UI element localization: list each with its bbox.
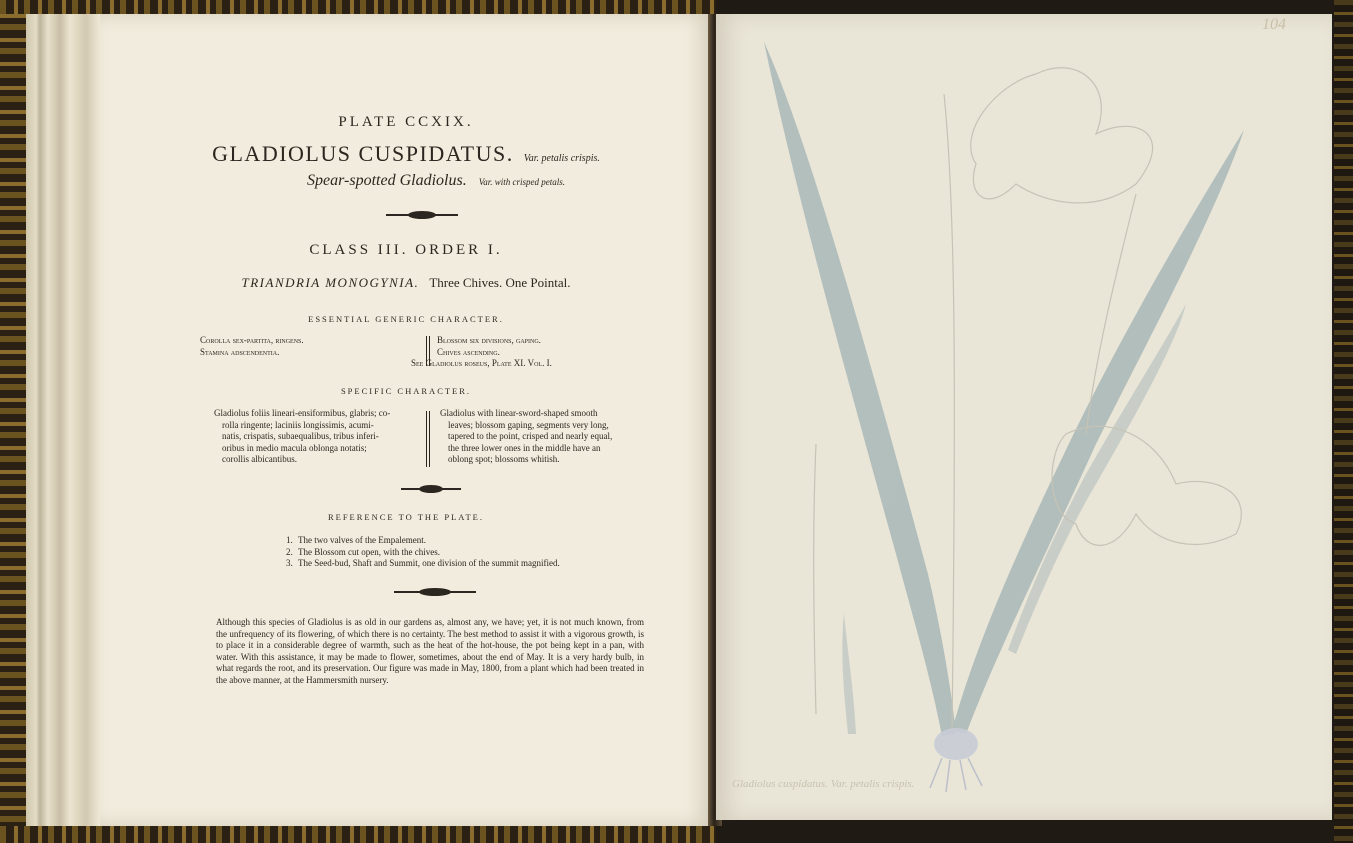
specific-latin-line: Gladiolus foliis lineari-ensiformibus, glabris; co- — [214, 408, 391, 418]
reference-item: 3. The Seed-bud, Shaft and Summit, one division of the summit magnified. — [286, 558, 560, 568]
specific-english-line: oblong spot; blossoms whitish. — [448, 454, 560, 464]
reference-list — [286, 535, 560, 570]
plate-caption: Gladiolus cuspidatus. Var. petalis crispis. — [732, 778, 915, 790]
generic-character-heading: ESSENTIAL GENERIC CHARACTER. — [308, 314, 504, 324]
flower — [971, 68, 1153, 203]
ornamental-rule — [401, 488, 461, 490]
specific-english — [440, 408, 646, 466]
column-divider — [429, 411, 430, 467]
plate-title — [100, 141, 712, 167]
specific-latin-line: natis, crispatis, subaequalibus, tribus inferi- — [222, 431, 379, 441]
system-name: TRIANDRIA MONOGYNIA. — [241, 275, 420, 290]
specific-latin-line: rolla ringente; laciniis longissimis, acumi- — [222, 419, 374, 430]
gilt-border-top — [0, 0, 716, 14]
seed-pod — [814, 444, 816, 714]
ornamental-rule — [394, 591, 476, 593]
class-order: CLASS III. ORDER I. — [309, 242, 503, 258]
plate-number: PLATE CCXIX. — [338, 114, 474, 130]
specific-english-line: tapered to the point, crisped and nearly equal, — [448, 431, 613, 441]
generic-english — [411, 335, 552, 370]
body-paragraph: Although this species of Gladiolus is as old in our gardens as, almost any, we have; yet, it is not much known, from the unfrequency of its flowering, of which there is no certainty. The best method to assist it with a vigorous growth, is to place it in a considerable degree of warmth, such as the heat of the hot-house, the pot being kept in a pan, with water. With this assistance, it may be made to flower, sometimes, about the end of May. It is a very hardy bulb, in what regards the root, and its preservation. Our figure was made in May, 1800, from a plant which had been treated in the above manner, at the Hammersmith nursery. — [216, 617, 644, 685]
common-name: Spear-spotted Gladiolus. — [307, 172, 467, 189]
gilt-border-right — [1334, 0, 1353, 843]
generic-reference: See Gladiolus roseus, Plate XI. Vol. I. — [411, 358, 552, 368]
system-translation: Three Chives. One Pointal. — [429, 275, 571, 290]
specific-latin-line: corollis albicantibus. — [222, 454, 297, 464]
linnaean-system — [100, 275, 712, 291]
title-variety: Var. petalis crispis. — [523, 153, 600, 164]
specific-english-line: leaves; blossom gaping, segments very long, — [448, 419, 609, 430]
species-name: GLADIOLUS CUSPIDATUS. — [212, 141, 514, 166]
reference-item: 2. The Blossom cut open, with the chives. — [286, 546, 440, 557]
generic-latin — [200, 335, 304, 358]
specific-english-line: Gladiolus with linear-sword-shaped smooth — [440, 408, 598, 418]
stem — [944, 94, 954, 734]
specific-character-heading: SPECIFIC CHARACTER. — [340, 386, 472, 396]
leaf — [764, 42, 956, 736]
reference-item: 1. The two valves of the Empalement. — [286, 535, 426, 545]
generic-english-line: Chives ascending. — [437, 346, 500, 357]
leaf — [952, 130, 1244, 734]
leaf — [842, 614, 856, 734]
leaves — [764, 42, 1244, 736]
generic-latin-line: Corolla sex-partita, ringens. — [200, 335, 304, 345]
specific-latin-line: oribus in medio macula oblonga notatis; — [222, 442, 367, 453]
ornamental-rule — [386, 214, 458, 216]
specific-latin — [214, 408, 420, 466]
subtitle-variety: Var. with crisped petals. — [478, 177, 565, 187]
gilt-border-left — [0, 0, 26, 843]
generic-latin-line: Stamina adscendentia. — [200, 346, 280, 357]
generic-english-line: Blossom six divisions, gaping. — [437, 335, 541, 345]
gladiolus-illustration — [716, 14, 1332, 820]
page-number: 104 — [1262, 16, 1286, 33]
reference-heading: REFERENCE TO THE PLATE. — [327, 512, 485, 522]
page-edges — [26, 14, 106, 826]
column-divider — [426, 411, 427, 467]
bulb — [930, 728, 982, 792]
specific-english-line: the three lower ones in the middle have an — [448, 442, 601, 453]
plate-subtitle — [100, 172, 712, 190]
leaf — [1008, 304, 1186, 654]
gilt-border-bottom — [0, 826, 716, 843]
